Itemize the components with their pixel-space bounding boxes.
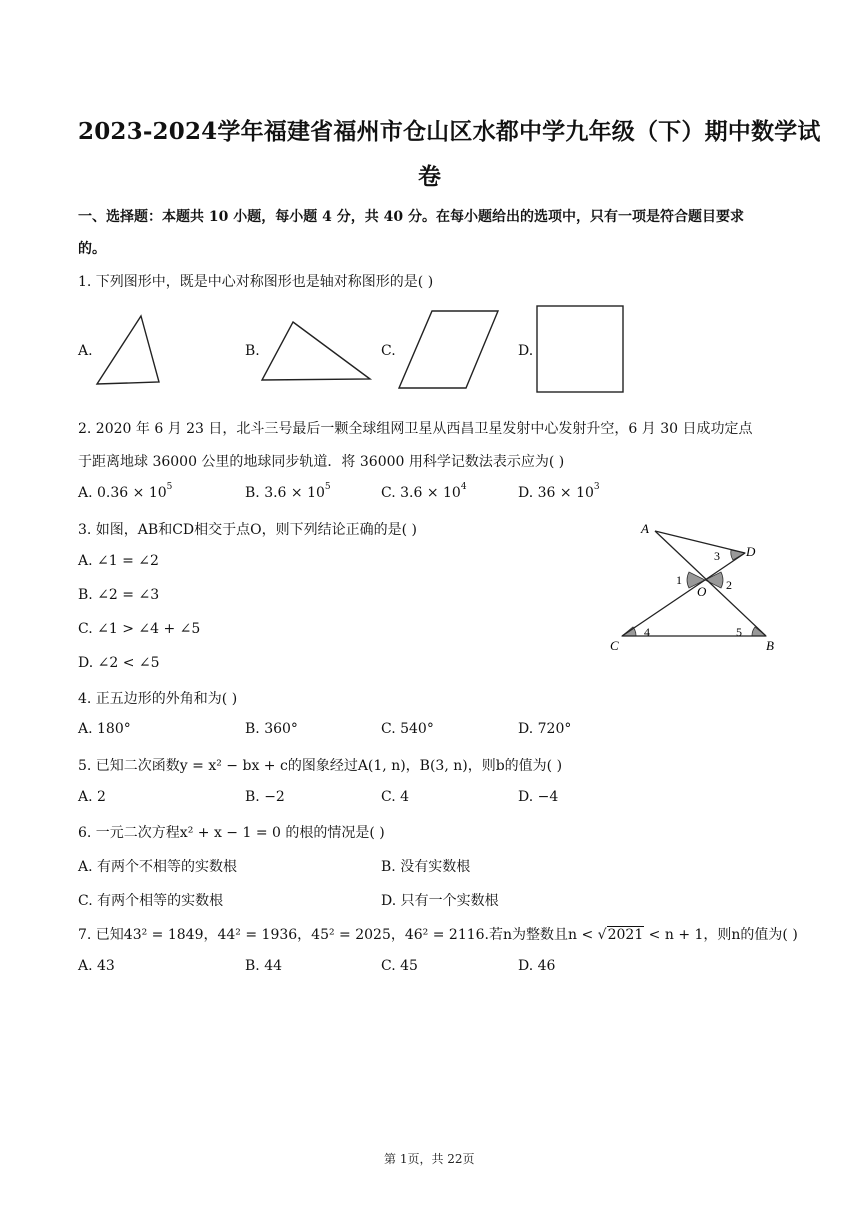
question-4-stem: 4. 正五边形的外角和为( ) <box>78 691 238 707</box>
question-7-stem: 7. 已知43² = 1849，44² = 1936，45² = 2025，46² = 2116.若n为整数且n < √2021 < n + 1，则n的值为( ) <box>78 927 798 943</box>
q5-option-d: D. −4 <box>518 789 559 805</box>
q1-shapes-figure <box>0 0 860 420</box>
section-header-line1: 一、选择题：本题共 10 小题，每小题 4 分，共 40 分。在每小题给出的选项中，只有一项是符合题目要求 <box>78 209 744 225</box>
point-b-label: B <box>766 638 774 653</box>
q7-option-b: B. 44 <box>245 958 283 974</box>
document-title-line2: 卷 <box>418 163 442 190</box>
sqrt-radicand: 2021 <box>607 927 644 943</box>
q7-option-a: A. 43 <box>78 958 115 974</box>
q3-option-a: A. ∠1 = ∠2 <box>78 553 159 569</box>
q6-option-d: D. 只有一个实数根 <box>381 893 499 909</box>
segment-ad <box>655 531 745 553</box>
point-d-label: D <box>746 544 756 559</box>
q2-option-a: A. $0.36 \times 10^5$ <box>78 482 173 501</box>
question-5-stem: 5. 已知二次函数y = x² − bx + c的图象经过A(1, n)，B(3, n)，则b的值为( ) <box>78 758 563 774</box>
angle-2-label: 2 <box>726 578 732 592</box>
angle-4-label: 4 <box>644 625 650 639</box>
point-o-label: O <box>697 584 707 599</box>
q6-option-b: B. 没有实数根 <box>381 859 471 875</box>
angle-5-label: 5 <box>736 625 742 639</box>
q4-option-a: A. 180° <box>78 721 131 737</box>
q7-option-d: D. 46 <box>518 958 556 974</box>
q2-option-d: D. $36 \times 10^3$ <box>518 482 600 501</box>
q4-option-d: D. 720° <box>518 721 572 737</box>
question-3-stem: 3. 如图，AB和CD相交于点O，则下列结论正确的是( ) <box>78 522 417 538</box>
q3-option-c: C. ∠1 > ∠4 + ∠5 <box>78 621 201 637</box>
point-a-label: A <box>641 521 649 536</box>
q1-option-a-triangle <box>97 316 159 384</box>
q4-option-b: B. 360° <box>245 721 298 737</box>
segment-cd <box>622 553 745 636</box>
q4-option-c: C. 540° <box>381 721 434 737</box>
angle-3-label: 3 <box>714 549 720 563</box>
q5-option-b: B. −2 <box>245 789 285 805</box>
question-2-stem-line1: 2. 2020 年 6 月 23 日，北斗三号最后一颗全球组网卫星从西昌卫星发射中心发射升空，6 月 30 日成功定点 <box>78 421 753 437</box>
question-1-stem: 1. 下列图形中，既是中心对称图形也是轴对称图形的是( ) <box>78 274 434 290</box>
q6-option-a: A. 有两个不相等的实数根 <box>78 859 238 875</box>
q1-option-d-square <box>537 306 623 392</box>
q2-option-c: C. $3.6 \times 10^4$ <box>381 482 467 501</box>
q1-option-c-label: C. <box>381 343 396 359</box>
q5-option-a: A. 2 <box>78 789 106 805</box>
q6-option-c: C. 有两个相等的实数根 <box>78 893 224 909</box>
point-c-label: C <box>610 638 619 653</box>
q3-option-d: D. ∠2 < ∠5 <box>78 655 160 671</box>
q1-option-b-triangle <box>262 322 370 380</box>
q1-option-c-parallelogram <box>399 311 498 388</box>
section-header-line2: 的。 <box>78 241 106 257</box>
q7-option-c: C. 45 <box>381 958 418 974</box>
q1-option-a-label: A. <box>78 343 93 359</box>
angle-1-label: 1 <box>676 573 682 587</box>
q3-intersecting-lines-figure <box>600 512 800 662</box>
question-2-stem-line2: 于距离地球 36000 公里的地球同步轨道．将 36000 用科学记数法表示应为( ) <box>78 454 565 470</box>
q1-option-b-label: B. <box>245 343 260 359</box>
q3-option-b: B. ∠2 = ∠3 <box>78 587 160 603</box>
sqrt-symbol: √ <box>597 927 607 943</box>
question-6-stem: 6. 一元二次方程x² + x − 1 = 0 的根的情况是( ) <box>78 825 385 841</box>
q1-option-d-label: D. <box>518 343 534 359</box>
page-number-footer: 第 1页，共 22页 <box>384 1152 475 1166</box>
q5-option-c: C. 4 <box>381 789 410 805</box>
q2-option-b: B. $3.6 \times 10^5$ <box>245 482 331 501</box>
document-title-line1: 2023-2024学年福建省福州市仓山区水都中学九年级（下）期中数学试 <box>78 118 821 145</box>
